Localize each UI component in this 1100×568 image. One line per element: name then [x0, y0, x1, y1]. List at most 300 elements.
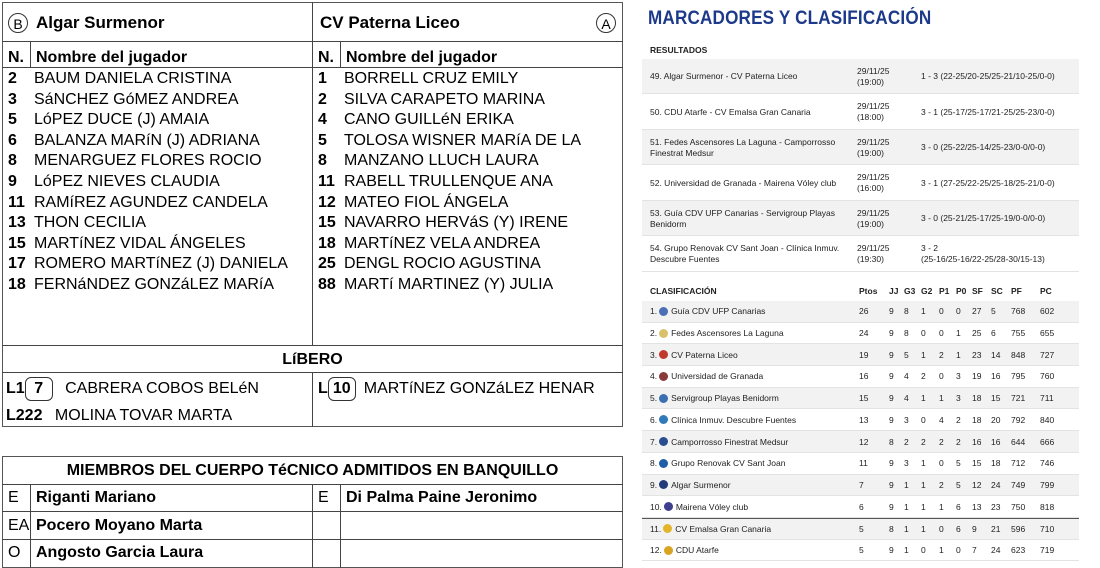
result-score-line: (25-16/25-16/22-25/28-30/15-13)	[921, 254, 1045, 264]
standings-value: 2	[904, 436, 909, 447]
standings-value: 9	[889, 328, 894, 339]
standings-col-header: SF	[972, 286, 983, 296]
libero-tag: L	[318, 380, 328, 397]
standings-value: 2	[956, 414, 961, 425]
standings-value: 711	[1040, 393, 1054, 404]
standings-value: 1	[921, 458, 926, 469]
team-logo-icon	[659, 329, 668, 338]
player-name: MATEO FIOL ÁNGELA	[344, 193, 509, 211]
result-date-text: 29/11/25	[857, 207, 890, 218]
standings-team-name: Mairena Vóley club	[675, 501, 749, 512]
player-row	[318, 213, 568, 234]
player-name: LóPEZ DUCE (J) AMAIA	[34, 111, 210, 129]
standings-value: 1	[921, 349, 926, 360]
standings-value: 4	[904, 371, 909, 382]
result-time-text: (19:30)	[857, 254, 884, 264]
standings-value: 0	[921, 414, 926, 425]
player-name: BALANZA MARíN (J) ADRIANA	[34, 131, 260, 149]
result-date	[857, 237, 917, 272]
result-datetime	[857, 101, 889, 123]
result-score	[921, 59, 1081, 94]
standings-value: 21	[991, 523, 1001, 534]
player-number: 9	[8, 173, 17, 190]
result-date-text: 29/11/25	[857, 243, 890, 253]
player-row	[318, 193, 508, 214]
result-match: 52. Universidad de Granada - Mairena Vóley club	[650, 177, 837, 188]
player-number: 13	[8, 214, 26, 232]
standings-value: 4	[904, 393, 909, 404]
standings-row	[642, 540, 1079, 562]
standings-value: 6	[956, 523, 961, 534]
standings-pos: 1.	[650, 306, 658, 317]
standings-value: 6	[956, 501, 961, 512]
standings-value: 0	[921, 545, 926, 556]
standings-team	[650, 540, 719, 561]
standings-row	[642, 366, 1079, 388]
libero-tag: L2	[6, 407, 25, 424]
standings-value: 1	[921, 306, 926, 317]
away-team-badge: A	[596, 13, 616, 33]
libero-title: LíBERO	[282, 351, 343, 368]
player-row	[8, 234, 246, 255]
standings-value: 19	[972, 371, 982, 382]
team-logo-icon	[659, 394, 668, 403]
staff-title: MIEMBROS DEL CUERPO TéCNICO ADMITIDOS EN BANQUILLO	[66, 462, 559, 479]
standings-team	[650, 475, 731, 496]
standings-col-header: G3	[904, 286, 916, 296]
player-number: 17	[8, 255, 26, 273]
standings-value: 2	[939, 436, 944, 447]
player-name: RABELL TRULLENQUE ANA	[344, 173, 553, 190]
standings-value: 13	[972, 501, 982, 512]
standings-row	[642, 453, 1079, 475]
libero-number: 7	[25, 377, 53, 401]
player-number: 3	[8, 90, 17, 108]
player-number: 11	[318, 173, 335, 190]
result-time-text: (19:00)	[857, 218, 884, 229]
player-number: 5	[318, 131, 327, 149]
result-datetime	[857, 172, 889, 194]
standings-value: 799	[1040, 479, 1055, 490]
player-row	[8, 90, 238, 111]
standings-value: 848	[1011, 349, 1026, 360]
standings-value: 5	[956, 479, 961, 490]
player-row	[318, 275, 553, 296]
standings-value: 3	[904, 458, 909, 469]
standings-row	[642, 410, 1079, 432]
result-score	[921, 95, 1081, 130]
staff-role: EA	[8, 516, 30, 534]
standings-team-name: Algar Surmenor	[671, 479, 731, 490]
standings-value: 18	[991, 458, 1001, 469]
standings-value: 15	[991, 393, 1001, 404]
standings-value: 7	[972, 545, 977, 556]
player-row	[318, 254, 541, 275]
player-name: MENARGUEZ FLORES ROCIO	[34, 152, 262, 170]
result-row	[642, 95, 1079, 130]
player-name: DENGL ROCIO AGUSTINA	[344, 255, 541, 273]
standings-value: 768	[1011, 306, 1026, 317]
player-row	[318, 90, 545, 111]
standings-team	[650, 344, 738, 365]
result-score-line: 3 - 0 (25-22/25-14/25-23/0-0/0-0)	[921, 142, 1046, 152]
results-label: RESULTADOS	[650, 45, 708, 55]
standings-team-name: Fedes Ascensores La Laguna	[671, 328, 784, 339]
standings-team	[650, 410, 796, 431]
player-name: MARTíNEZ VIDAL ÁNGELES	[34, 234, 246, 252]
player-row	[318, 110, 514, 131]
result-datetime	[857, 137, 889, 159]
standings-row	[642, 388, 1079, 410]
player-number: 15	[318, 214, 336, 232]
player-number: 25	[318, 255, 336, 273]
standings-value: 9	[889, 393, 894, 404]
standings-row	[642, 496, 1079, 518]
libero-tag: L1	[6, 380, 25, 397]
standings-value: 655	[1040, 328, 1055, 339]
standings-value: 795	[1011, 371, 1026, 382]
standings-value: 727	[1040, 349, 1055, 360]
player-number: 8	[8, 152, 17, 170]
standings-value: 1	[921, 523, 926, 534]
standings-value: 6	[859, 501, 864, 512]
staff-role: E	[318, 489, 329, 506]
player-number: 1	[318, 70, 327, 87]
result-date	[857, 166, 917, 201]
home-col-number: N.	[8, 49, 24, 66]
staff-name: Di Palma Paine Jeronimo	[346, 489, 538, 506]
team-logo-icon	[659, 307, 668, 316]
team-logo-icon	[659, 350, 668, 359]
standings-pos: 11.	[650, 523, 662, 534]
result-score-line: 1 - 3 (22-25/20-25/25-21/10-25/0-0)	[921, 71, 1055, 81]
player-name: LóPEZ NIEVES CLAUDIA	[34, 173, 220, 190]
standings-col-header: PF	[1011, 286, 1022, 296]
player-row	[318, 172, 553, 193]
standings-value: 24	[859, 328, 869, 339]
standings-value: 14	[991, 349, 1001, 360]
player-name: MARTí MARTINEZ (Y) JULIA	[344, 276, 554, 293]
player-number: 12	[318, 193, 336, 211]
standings-value: 23	[972, 349, 982, 360]
standings-team-name: Universidad de Granada	[671, 371, 764, 382]
libero-row	[6, 405, 232, 427]
standings-pos: 4.	[650, 371, 658, 382]
result-datetime	[857, 208, 889, 230]
player-name: NAVARRO HERVáS (Y) IRENE	[344, 214, 569, 232]
standings-value: 24	[991, 545, 1001, 556]
standings-team	[650, 366, 763, 387]
result-match: 53. Guía CDV UFP Canarias - Servigroup Playas Benidorm	[650, 207, 836, 229]
standings-row	[642, 475, 1079, 497]
standings-value: 710	[1040, 523, 1055, 534]
result-score	[921, 237, 1081, 272]
team-logo-icon	[659, 480, 668, 489]
standings-header	[642, 284, 1079, 298]
standings-pos: 8.	[650, 458, 658, 469]
standings-value: 0	[921, 328, 926, 339]
libero-number: 10	[328, 377, 356, 401]
standings-value: 1	[904, 523, 909, 534]
standings-col-header: PC	[1040, 286, 1052, 296]
standings-team	[650, 301, 765, 322]
standings-value: 1	[956, 349, 961, 360]
standings-value: 24	[991, 479, 1001, 490]
standings-value: 16	[859, 371, 869, 382]
result-date-text: 29/11/25	[857, 65, 890, 76]
standings-value: 25	[972, 328, 982, 339]
result-row	[642, 237, 1079, 272]
standings-value: 1	[921, 479, 926, 490]
panel-title: MARCADORES Y CLASIFICACIÓN	[648, 8, 932, 29]
standings-row	[642, 518, 1079, 540]
standings-value: 16	[991, 436, 1001, 447]
standings-value: 2	[921, 371, 926, 382]
standings-pos: 3.	[650, 349, 658, 360]
standings-value: 749	[1011, 479, 1026, 490]
libero-name: MOLINA TOVAR MARTA	[50, 407, 233, 424]
player-row	[318, 234, 540, 255]
standings-value: 2	[921, 436, 926, 447]
standings-col-header: SC	[991, 286, 1003, 296]
standings-value: 3	[904, 414, 909, 425]
standings-team-name: CV Paterna Liceo	[671, 349, 738, 360]
standings-value: 719	[1040, 545, 1055, 556]
player-number: 18	[318, 234, 336, 252]
standings-value: 8	[889, 436, 894, 447]
standings-row	[642, 301, 1079, 323]
standings-value: 9	[889, 349, 894, 360]
result-time-text: (18:00)	[857, 112, 884, 122]
player-name: THON CECILIA	[34, 214, 147, 232]
result-date-text: 29/11/25	[857, 136, 890, 147]
staff-name: Pocero Moyano Marta	[36, 516, 203, 534]
team-logo-icon	[659, 437, 668, 446]
player-number: 2	[8, 70, 17, 87]
standings-value: 23	[991, 501, 1001, 512]
result-date	[857, 201, 917, 236]
result-score-line: 3 - 1 (27-25/22-25/25-18/25-21/0-0)	[921, 177, 1055, 188]
player-row	[318, 131, 581, 152]
standings-team	[650, 323, 784, 344]
standings-team-name: Servigroup Playas Benidorm	[671, 393, 779, 404]
standings-team-name: CV Emalsa Gran Canaria	[675, 523, 772, 534]
standings-value: 12	[972, 479, 982, 490]
standings-value: 19	[859, 349, 869, 360]
home-col-name: Nombre del jugador	[36, 49, 188, 66]
standings-team	[650, 431, 788, 452]
team-logo-icon	[664, 546, 673, 555]
result-score-line: 3 - 0 (25-21/25-17/25-19/0-0/0-0)	[921, 213, 1046, 223]
result-score	[921, 166, 1081, 201]
team-logo-icon	[664, 502, 673, 511]
player-row	[8, 254, 288, 275]
player-row	[8, 213, 146, 234]
standings-team	[650, 453, 785, 474]
standings-value: 1	[904, 501, 909, 512]
standings-pos: 2.	[650, 328, 658, 339]
standings-value: 3	[956, 393, 961, 404]
standings-pos: 12.	[650, 545, 662, 556]
standings-team-name: Guía CDV UFP Canarias	[671, 306, 766, 317]
standings-value: 1	[904, 479, 909, 490]
standings-pos: 9.	[650, 479, 658, 490]
player-name: TOLOSA WISNER MARíA DE LA	[344, 131, 582, 149]
standings-col-header: JJ	[889, 286, 899, 296]
standings-value: 27	[972, 306, 982, 317]
libero-number: 22	[24, 407, 43, 424]
result-row	[642, 130, 1079, 165]
standings-value: 2	[956, 436, 961, 447]
team-logo-icon	[659, 372, 668, 381]
player-row	[8, 151, 262, 172]
standings-value: 2	[939, 349, 944, 360]
standings-col-header: G2	[921, 286, 933, 296]
result-date	[857, 95, 917, 130]
result-datetime	[857, 66, 889, 88]
player-name: SáNCHEZ GóMEZ ANDREA	[34, 90, 239, 108]
result-score-text	[921, 71, 1055, 82]
player-row	[8, 193, 268, 214]
standings-pos: 10.	[650, 501, 662, 512]
standings-value: 750	[1011, 501, 1026, 512]
standings-col-header: P0	[956, 286, 967, 296]
result-date	[857, 130, 917, 165]
result-score	[921, 130, 1081, 165]
standings-row	[642, 344, 1079, 366]
player-number: 88	[318, 276, 336, 293]
result-match: 51. Fedes Ascensores La Laguna - Camporrosso Finestrat Medsur	[650, 136, 836, 158]
standings-value: 9	[889, 306, 894, 317]
team-logo-icon	[659, 459, 668, 468]
team-logo-icon	[663, 524, 672, 533]
result-time-text: (19:00)	[857, 76, 884, 87]
result-score-text	[921, 107, 1055, 118]
standings-value: 755	[1011, 328, 1026, 339]
standings-pos: 7.	[650, 436, 658, 447]
result-time-text: (16:00)	[857, 183, 884, 193]
standings-value: 0	[939, 328, 944, 339]
team-logo-icon	[659, 415, 668, 424]
standings-col-header: P1	[939, 286, 950, 296]
standings-value: 9	[972, 523, 977, 534]
standings-value: 5	[991, 306, 996, 317]
standings-value: 9	[889, 371, 894, 382]
standings-value: 623	[1011, 545, 1026, 556]
standings-value: 2	[939, 479, 944, 490]
standings-value: 15	[859, 393, 869, 404]
standings-value: 0	[939, 371, 944, 382]
result-date-text: 29/11/25	[857, 101, 890, 111]
player-number: 2	[318, 90, 327, 108]
standings-value: 792	[1011, 414, 1026, 425]
standings-value: 4	[939, 414, 944, 425]
player-number: 15	[8, 234, 26, 252]
player-number: 4	[318, 111, 327, 129]
staff-role: E	[8, 489, 19, 506]
standings-value: 712	[1011, 458, 1026, 469]
standings-value: 1	[904, 545, 909, 556]
result-datetime	[857, 243, 889, 265]
standings-value: 12	[859, 436, 869, 447]
standings-value: 666	[1040, 436, 1055, 447]
standings-label: CLASIFICACIÓN	[650, 286, 717, 296]
player-name: MARTíNEZ VELA ANDREA	[344, 234, 541, 252]
standings-value: 8	[904, 306, 909, 317]
standings-value: 1	[939, 545, 944, 556]
away-team-name: CV Paterna Liceo	[320, 13, 460, 32]
standings-value: 9	[889, 414, 894, 425]
result-match: 50. CDU Atarfe - CV Emalsa Gran Canaria	[650, 106, 811, 117]
standings-value: 0	[956, 306, 961, 317]
libero-row	[318, 377, 595, 401]
standings-value: 18	[972, 414, 982, 425]
standings-value: 7	[859, 479, 864, 490]
result-date-text: 29/11/25	[857, 172, 890, 182]
result-score-text	[921, 213, 1045, 224]
standings-value: 0	[956, 545, 961, 556]
player-row	[8, 110, 209, 131]
standings-value: 11	[859, 458, 868, 469]
standings-value: 9	[889, 545, 894, 556]
staff-name: Riganti Mariano	[36, 489, 157, 506]
result-row	[642, 166, 1079, 201]
result-row	[642, 201, 1079, 236]
standings-value: 0	[939, 523, 944, 534]
standings-team	[650, 388, 779, 409]
player-row	[318, 69, 518, 90]
result-score-text	[921, 178, 1055, 189]
standings-value: 18	[972, 393, 982, 404]
standings-value: 721	[1011, 393, 1026, 404]
standings-value: 6	[991, 328, 996, 339]
staff-name: Angosto Garcia Laura	[36, 544, 204, 561]
player-row	[8, 131, 260, 152]
standings-value: 8	[904, 328, 909, 339]
standings-value: 596	[1011, 523, 1026, 534]
standings-value: 5	[859, 545, 864, 556]
libero-row	[6, 377, 259, 401]
player-name: ROMERO MARTíNEZ (J) DANIELA	[34, 255, 288, 273]
result-score-line: 3 - 1 (25-17/25-17/21-25/25-23/0-0)	[921, 106, 1055, 117]
standings-col-header: Ptos	[859, 286, 878, 296]
result-score-text	[921, 142, 1045, 153]
standings-value: 1	[956, 328, 961, 339]
player-name: BAUM DANIELA CRISTINA	[34, 70, 232, 87]
player-name: MANZANO LLUCH LAURA	[344, 152, 539, 170]
standings-team-name: Grupo Renovak CV Sant Joan	[671, 458, 786, 469]
player-number: 18	[8, 276, 26, 293]
standings-value: 0	[939, 306, 944, 317]
player-name: RAMíREZ AGUNDEZ CANDELA	[34, 193, 268, 211]
standings-value: 8	[889, 523, 894, 534]
player-number: 5	[8, 111, 17, 129]
player-row	[318, 151, 539, 172]
standings-value: 5	[904, 349, 909, 360]
result-score	[921, 201, 1081, 236]
player-name: FERNáNDEZ GONZáLEZ MARíA	[34, 276, 275, 293]
standings-value: 746	[1040, 458, 1055, 469]
libero-name: CABRERA COBOS BELéN	[60, 380, 259, 397]
standings-value: 1	[939, 501, 944, 512]
standings-pos: 5.	[650, 393, 658, 404]
standings-value: 9	[889, 501, 894, 512]
player-name: BORRELL CRUZ EMILY	[344, 70, 519, 87]
result-score-text	[921, 243, 1045, 265]
standings-value: 3	[956, 371, 961, 382]
scores-panel	[642, 0, 1100, 565]
standings-value: 760	[1040, 371, 1055, 382]
